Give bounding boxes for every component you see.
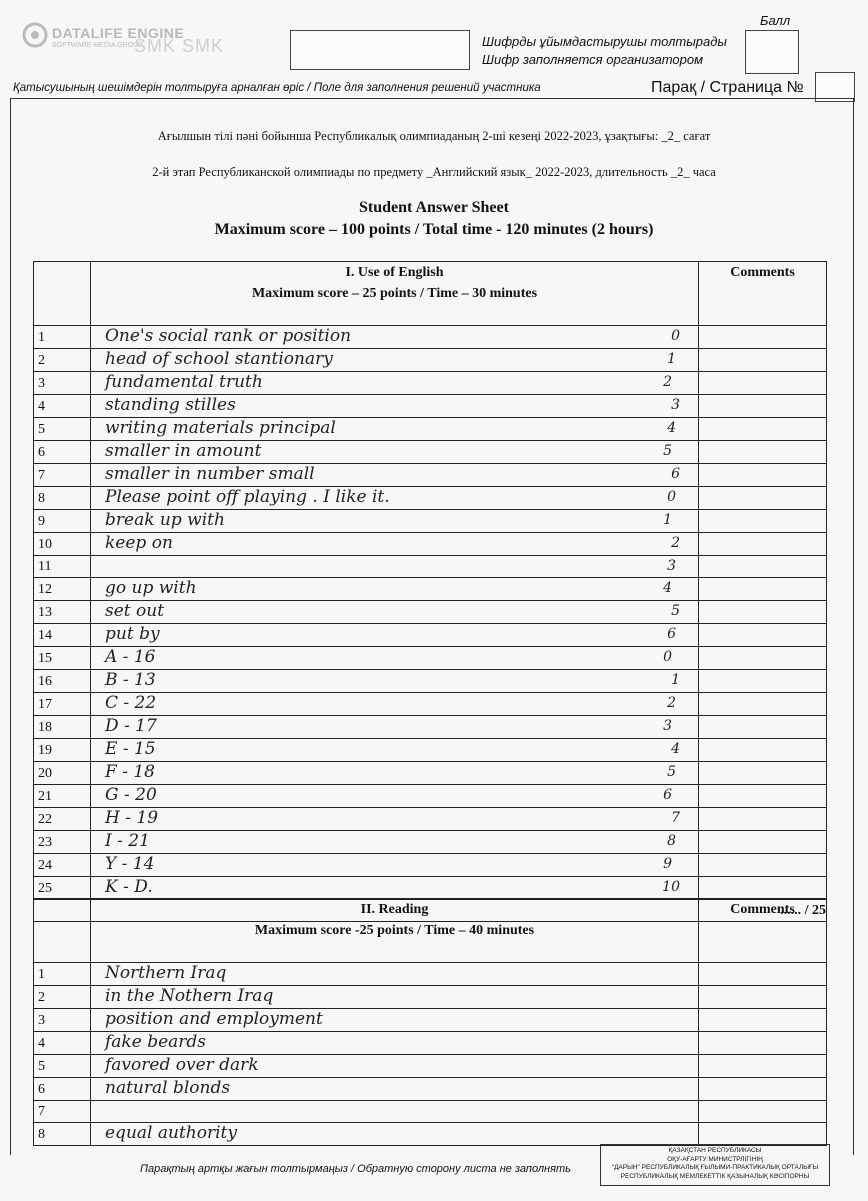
comment-cell[interactable] bbox=[699, 670, 827, 693]
answer-cell[interactable] bbox=[91, 624, 699, 647]
comment-cell[interactable] bbox=[699, 854, 827, 877]
watermark-extra: SMK SMK bbox=[134, 36, 225, 56]
question-number: 21 bbox=[34, 785, 91, 808]
ball-box[interactable] bbox=[745, 30, 799, 74]
item-mark: 9 bbox=[663, 856, 672, 872]
watermark-sub: SOFTWARE MEDIA GROUP bbox=[52, 42, 143, 49]
item-mark: 7 bbox=[671, 810, 680, 826]
header-line-kz: Ағылшын тілі пәні бойынша Республикалық олимпиаданың 2-ші кезеңі 2022-2023, ұзақтығы: _2_ сағат bbox=[157, 129, 711, 143]
answer-text: B - 13 bbox=[105, 670, 156, 690]
comment-cell[interactable] bbox=[699, 441, 827, 464]
table-row bbox=[34, 510, 827, 533]
comment-cell[interactable] bbox=[699, 739, 827, 762]
answer-cell[interactable] bbox=[91, 808, 699, 831]
table-row bbox=[34, 556, 827, 578]
comment-cell[interactable] bbox=[699, 1123, 827, 1146]
table-row bbox=[34, 831, 827, 854]
answer-text: equal authority bbox=[105, 1123, 237, 1143]
question-number: 18 bbox=[34, 716, 91, 739]
header-blank bbox=[34, 899, 91, 963]
answer-text: H - 19 bbox=[105, 808, 159, 828]
comment-cell[interactable] bbox=[699, 1101, 827, 1123]
question-number: 25 bbox=[34, 877, 91, 900]
table-row bbox=[34, 533, 827, 556]
comment-cell[interactable] bbox=[699, 1009, 827, 1032]
organizer-note bbox=[482, 33, 727, 69]
table-row bbox=[34, 963, 827, 986]
comment-cell[interactable] bbox=[699, 464, 827, 487]
question-number: 8 bbox=[34, 487, 91, 510]
comment-cell[interactable] bbox=[699, 1032, 827, 1055]
answer-cell[interactable] bbox=[91, 441, 699, 464]
comment-cell[interactable] bbox=[699, 986, 827, 1009]
answer-cell[interactable] bbox=[91, 831, 699, 854]
answer-text: head of school stantionary bbox=[105, 349, 333, 369]
question-number: 7 bbox=[34, 464, 91, 487]
answer-cell[interactable] bbox=[91, 487, 699, 510]
item-mark: 3 bbox=[663, 718, 672, 734]
table-row bbox=[34, 326, 827, 349]
answer-cell[interactable] bbox=[91, 739, 699, 762]
item-mark: 10 bbox=[662, 879, 680, 895]
field-notice: Қатысушының шешімдерін толтыруға арналған өріс / Поле для заполнения решений участника bbox=[13, 82, 541, 94]
answer-text: I - 21 bbox=[105, 831, 150, 851]
item-mark: 8 bbox=[667, 833, 676, 849]
comment-cell[interactable] bbox=[699, 785, 827, 808]
answer-text: smaller in amount bbox=[105, 441, 262, 461]
comment-cell[interactable] bbox=[699, 326, 827, 349]
item-mark: 3 bbox=[667, 558, 676, 574]
sheet-title: Student Answer Sheet bbox=[359, 199, 509, 216]
table-row bbox=[34, 986, 827, 1009]
item-mark: 5 bbox=[667, 764, 676, 780]
table-row bbox=[34, 1032, 827, 1055]
watermark-brand: DATALIFE ENGINE bbox=[52, 25, 185, 41]
table-row bbox=[34, 1078, 827, 1101]
comment-cell[interactable] bbox=[699, 831, 827, 854]
stamp-line: ОҚУ-АҒАРТУ МИНИСТРЛІГІНІҢ bbox=[667, 1155, 763, 1163]
question-number: 1 bbox=[34, 963, 91, 986]
table-row bbox=[34, 1055, 827, 1078]
table-row bbox=[34, 395, 827, 418]
answer-text: standing stilles bbox=[105, 395, 236, 415]
answer-text: F - 18 bbox=[105, 762, 155, 782]
table-row bbox=[34, 716, 827, 739]
answer-cell[interactable] bbox=[91, 1078, 699, 1101]
answer-cell[interactable] bbox=[91, 785, 699, 808]
table-row bbox=[34, 1101, 827, 1123]
answer-text: fundamental truth bbox=[105, 372, 263, 392]
organizer-note-kz: Шифрды ұйымдастырушы толтырады bbox=[482, 34, 728, 49]
table-row bbox=[34, 785, 827, 808]
table-row bbox=[34, 601, 827, 624]
question-number: 24 bbox=[34, 854, 91, 877]
question-number: 11 bbox=[34, 556, 91, 578]
answer-cell[interactable] bbox=[91, 1032, 699, 1055]
question-number: 7 bbox=[34, 1101, 91, 1123]
answer-cell[interactable] bbox=[91, 418, 699, 441]
answer-text: K - D. bbox=[105, 877, 153, 897]
answer-text: favored over dark bbox=[105, 1055, 259, 1075]
section1-title: I. Use of English bbox=[345, 265, 444, 280]
comment-cell[interactable] bbox=[699, 510, 827, 533]
answer-cell[interactable] bbox=[91, 578, 699, 601]
table-row bbox=[34, 808, 827, 831]
answer-text: in the Nothern Iraq bbox=[105, 986, 274, 1006]
question-number: 2 bbox=[34, 986, 91, 1009]
stamp-line: "ДАРЫН" РЕСПУБЛИКАЛЫҚ ҒЫЛЫМИ-ПРАКТИКАЛЫҚ ОРТАЛЫҒЫ bbox=[611, 1164, 819, 1171]
footer-note: Парақтың артқы жағын толтырмаңыз / Обратную сторону листа не заполнять bbox=[140, 1163, 571, 1175]
comment-cell[interactable] bbox=[699, 395, 827, 418]
answer-cell[interactable] bbox=[91, 762, 699, 785]
item-mark: 0 bbox=[671, 328, 680, 344]
section1-score[interactable]: ...... / 25 bbox=[699, 900, 827, 922]
question-number: 16 bbox=[34, 670, 91, 693]
table-row bbox=[34, 441, 827, 464]
answer-text: D - 17 bbox=[105, 716, 157, 736]
answer-text: C - 22 bbox=[105, 693, 157, 713]
table-row bbox=[34, 418, 827, 441]
comment-cell[interactable] bbox=[699, 1055, 827, 1078]
section2-header bbox=[91, 899, 699, 963]
answer-cell[interactable] bbox=[91, 372, 699, 395]
item-mark: 3 bbox=[671, 397, 680, 413]
item-mark: 0 bbox=[663, 649, 672, 665]
answer-cell[interactable] bbox=[91, 533, 699, 556]
table-row bbox=[34, 739, 827, 762]
page-label: Парақ / Страница № bbox=[651, 79, 804, 96]
table-row bbox=[34, 670, 827, 693]
comment-cell[interactable] bbox=[699, 762, 827, 785]
organization-stamp bbox=[600, 1144, 830, 1186]
item-mark: 4 bbox=[663, 580, 672, 596]
item-mark: 4 bbox=[667, 420, 676, 436]
section1-comments-header: Comments bbox=[699, 262, 827, 326]
answer-text: break up with bbox=[105, 510, 225, 530]
table-row bbox=[34, 464, 827, 487]
item-mark: 2 bbox=[663, 374, 672, 390]
question-number: 5 bbox=[34, 1055, 91, 1078]
answer-cell[interactable] bbox=[91, 349, 699, 372]
comment-cell[interactable] bbox=[699, 1078, 827, 1101]
answer-cell[interactable] bbox=[91, 395, 699, 418]
answer-cell[interactable] bbox=[91, 510, 699, 533]
item-mark: 4 bbox=[671, 741, 680, 757]
comment-cell[interactable] bbox=[699, 624, 827, 647]
answer-text: smaller in number small bbox=[105, 464, 315, 484]
comment-cell[interactable] bbox=[699, 647, 827, 670]
table-row bbox=[34, 877, 827, 900]
answer-text: put by bbox=[105, 624, 160, 644]
comment-cell[interactable] bbox=[699, 487, 827, 510]
answer-text: keep on bbox=[105, 533, 173, 553]
question-number: 6 bbox=[34, 1078, 91, 1101]
use-of-english-table bbox=[33, 261, 827, 922]
stamp-line: РЕСПУБЛИКАЛЫҚ МЕМЛЕКЕТТІК ҚАЗЫНАЛЫҚ КӘСІПОРНЫ bbox=[620, 1172, 810, 1180]
item-mark: 1 bbox=[663, 512, 672, 528]
header-line-ru: 2-й этап Республиканской олимпиады по предмету _Английский язык_ 2022-2023, длительность _2_ часа bbox=[152, 165, 716, 179]
question-number: 15 bbox=[34, 647, 91, 670]
table-row bbox=[34, 693, 827, 716]
answer-cell[interactable] bbox=[91, 670, 699, 693]
question-number: 17 bbox=[34, 693, 91, 716]
sheet-subtitle: Maximum score – 100 points / Total time - 120 minutes (2 hours) bbox=[214, 221, 654, 238]
answer-cell[interactable] bbox=[91, 877, 699, 900]
answer-text: Please point off playing . I like it. bbox=[105, 487, 390, 507]
answer-text: One's social rank or position bbox=[105, 326, 352, 346]
answer-text: A - 16 bbox=[105, 647, 156, 667]
question-number: 5 bbox=[34, 418, 91, 441]
question-number: 4 bbox=[34, 395, 91, 418]
question-number: 10 bbox=[34, 533, 91, 556]
organizer-note-ru: Шифр заполняется организатором bbox=[482, 52, 703, 67]
table-row bbox=[34, 487, 827, 510]
answer-text: Northern Iraq bbox=[105, 963, 227, 983]
answer-text: natural blonds bbox=[105, 1078, 231, 1098]
answer-text: writing materials principal bbox=[105, 418, 336, 438]
table-row bbox=[34, 372, 827, 395]
question-number: 14 bbox=[34, 624, 91, 647]
table-row bbox=[34, 578, 827, 601]
question-number: 22 bbox=[34, 808, 91, 831]
answer-cell[interactable] bbox=[91, 647, 699, 670]
item-mark: 6 bbox=[671, 466, 680, 482]
cipher-box[interactable] bbox=[290, 30, 470, 70]
table-row bbox=[34, 349, 827, 372]
comment-cell[interactable] bbox=[699, 578, 827, 601]
item-mark: 6 bbox=[667, 626, 676, 642]
table-row bbox=[34, 647, 827, 670]
header-blank bbox=[34, 262, 91, 326]
answer-cell[interactable] bbox=[91, 1009, 699, 1032]
item-mark: 5 bbox=[671, 603, 680, 619]
ball-label: Балл bbox=[760, 13, 791, 28]
answer-cell[interactable] bbox=[91, 1055, 699, 1078]
item-mark: 1 bbox=[667, 351, 676, 367]
section1-header bbox=[91, 262, 699, 326]
question-number: 2 bbox=[34, 349, 91, 372]
question-number: 8 bbox=[34, 1123, 91, 1146]
stamp-line: ҚАЗАҚСТАН РЕСПУБЛИКАСЫ bbox=[668, 1147, 762, 1154]
answer-cell[interactable] bbox=[91, 464, 699, 487]
item-mark: 2 bbox=[671, 535, 680, 551]
table-row bbox=[34, 624, 827, 647]
question-number: 20 bbox=[34, 762, 91, 785]
comment-cell[interactable] bbox=[699, 877, 827, 900]
question-number: 4 bbox=[34, 1032, 91, 1055]
question-number: 6 bbox=[34, 441, 91, 464]
table-row bbox=[34, 762, 827, 785]
item-mark: 6 bbox=[663, 787, 672, 803]
item-mark: 5 bbox=[663, 443, 672, 459]
question-number: 12 bbox=[34, 578, 91, 601]
answer-cell[interactable] bbox=[91, 693, 699, 716]
comment-cell[interactable] bbox=[699, 963, 827, 986]
watermark-logo bbox=[22, 22, 225, 56]
answer-text: fake beards bbox=[105, 1032, 207, 1052]
answer-cell[interactable] bbox=[91, 1101, 699, 1123]
comment-cell[interactable] bbox=[699, 349, 827, 372]
question-number: 19 bbox=[34, 739, 91, 762]
table-row bbox=[34, 1009, 827, 1032]
answer-cell[interactable] bbox=[91, 556, 699, 578]
comment-cell[interactable] bbox=[699, 372, 827, 395]
answer-cell[interactable] bbox=[91, 963, 699, 986]
section2-title: II. Reading bbox=[360, 902, 429, 917]
section1-subtitle: Maximum score – 25 points / Time – 30 minutes bbox=[251, 286, 538, 301]
question-number: 9 bbox=[34, 510, 91, 533]
comment-cell[interactable] bbox=[699, 601, 827, 624]
answer-text: set out bbox=[105, 601, 165, 621]
item-mark: 2 bbox=[667, 695, 676, 711]
comment-cell[interactable] bbox=[699, 808, 827, 831]
answer-text: E - 15 bbox=[105, 739, 156, 759]
answer-cell[interactable] bbox=[91, 601, 699, 624]
table-row bbox=[34, 1123, 827, 1146]
comment-cell[interactable] bbox=[699, 556, 827, 578]
section2-comments-header: Comments bbox=[699, 899, 827, 963]
reading-table bbox=[33, 898, 827, 1146]
answer-cell[interactable] bbox=[91, 854, 699, 877]
answer-text: position and employment bbox=[105, 1009, 323, 1029]
question-number: 1 bbox=[34, 326, 91, 349]
comment-cell[interactable] bbox=[699, 533, 827, 556]
comment-cell[interactable] bbox=[699, 693, 827, 716]
item-mark: 0 bbox=[667, 489, 676, 505]
table-row bbox=[34, 854, 827, 877]
item-mark: 1 bbox=[671, 672, 680, 688]
answer-text: G - 20 bbox=[105, 785, 157, 805]
answer-cell[interactable] bbox=[91, 986, 699, 1009]
section2-subtitle: Maximum score -25 points / Time – 40 minutes bbox=[254, 923, 535, 938]
comment-cell[interactable] bbox=[699, 418, 827, 441]
question-number: 3 bbox=[34, 1009, 91, 1032]
logo-icon bbox=[22, 22, 48, 48]
question-number: 13 bbox=[34, 601, 91, 624]
answer-text: go up with bbox=[105, 578, 197, 598]
answer-cell[interactable] bbox=[91, 326, 699, 349]
question-number: 23 bbox=[34, 831, 91, 854]
comment-cell[interactable] bbox=[699, 716, 827, 739]
answer-text: Y - 14 bbox=[105, 854, 155, 874]
answer-cell[interactable] bbox=[91, 1123, 699, 1146]
question-number: 3 bbox=[34, 372, 91, 395]
answer-cell[interactable] bbox=[91, 716, 699, 739]
